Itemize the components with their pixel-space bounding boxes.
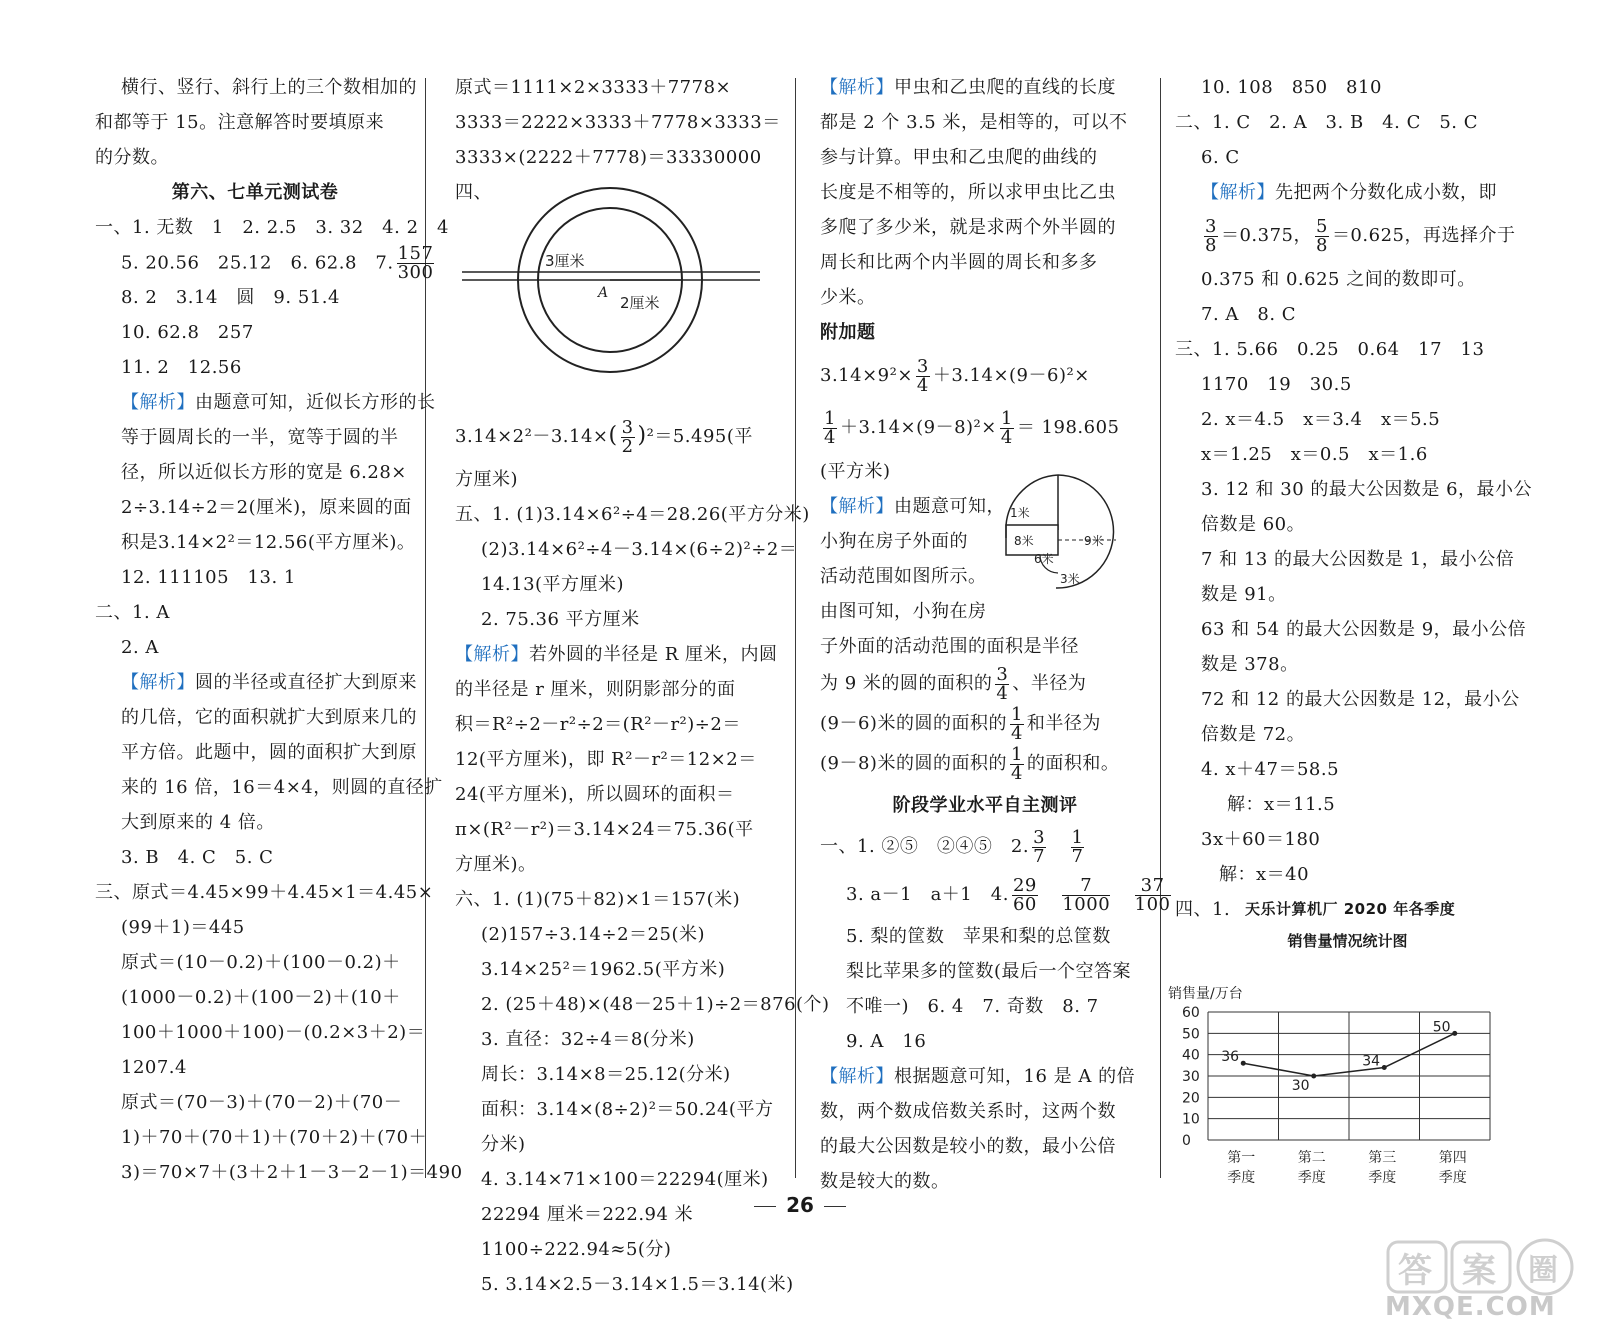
answer-column-3 [820,70,1171,1199]
text-line: 周长：3.14×8＝25.12(分米) [481,1064,731,1085]
text-line: 63 和 54 的最大公因数是 9，最小公倍 [1201,619,1527,640]
text-line: 参与计算。甲虫和乙虫爬的曲线的 [820,147,1098,168]
text-line: 72 和 12 的最大公因数是 12，最小公 [1201,689,1520,710]
data-label: 36 [1221,1049,1240,1066]
text-line: 的分数。 [95,147,169,168]
dog-label-9: 9米 [1084,534,1104,548]
text-line: 【解析】由题意可知， [820,496,1005,517]
data-point [1452,1031,1457,1036]
fraction: $\frac{3}{4}$ [916,355,929,396]
text-line: 1207.4 [121,1057,187,1078]
text-line: 等于圆周长的一半，宽等于圆的半 [121,427,399,448]
text-line: 2. x＝4.5 x＝3.4 x＝5.5 [1201,409,1441,430]
ring-center-label: A [598,285,609,301]
text-line: 4. x＋47＝58.5 [1201,759,1340,780]
ring-diagram [460,180,780,385]
text-line: 小狗在房子外面的 [820,531,968,552]
text-line: 二、1. A [95,602,170,623]
text-line: 不唯一) 6. 4 7. 奇数 8. 7 [846,996,1099,1017]
text-line: 【解析】由题意可知，近似长方形的长 [121,392,436,413]
text-line: (2)157÷3.14÷2＝25(米) [481,924,705,945]
text-line: 一、1. 无数 1 2. 2.5 3. 32 4. 2 4 [95,217,449,238]
text-line: 3.14×2²－3.14×( $\frac{3}{2}$ )²＝5.495(平 [455,416,753,457]
text-line: 【解析】先把两个分数化成小数，即 [1201,182,1497,203]
text-line: 22294 厘米＝222.94 米 [481,1204,694,1225]
text-line: 大到原来的 4 倍。 [121,812,275,833]
text-line: 10. 62.8 257 [121,322,254,343]
text-line: 2÷3.14÷2＝2(厘米)，原来圆的面 [121,497,412,518]
text-line: 24(平方厘米)，所以圆环的面积＝ [455,784,735,805]
fraction: $\frac{37}{100}$ [1134,874,1171,915]
fraction: $\frac{1}{4}$ [1000,407,1013,448]
section-heading: 附加题 [820,322,876,343]
dog-label-3: 3米 [1060,572,1080,586]
text-line: 都是 2 个 3.5 米，是相等的，可以不 [820,112,1128,133]
text-line: 梨比苹果多的筐数(最后一个空答案 [846,961,1132,982]
text-line: 少米。 [820,287,876,308]
text-line: 3. 直径：32÷4＝8(分米) [481,1029,695,1050]
data-label: 30 [1291,1078,1310,1094]
text-line: (平方米) [820,461,891,482]
text-line: 【解析】甲虫和乙虫爬的直线的长度 [820,77,1116,98]
fraction: $\frac{29}{60}$ [1012,874,1037,915]
x-tick-label: 第二 [1297,1150,1326,1166]
text-line: 周长和比两个内半圆的周长和多多 [820,252,1098,273]
text-line: 为 9 米的圆的面积的 $\frac{3}{4}$ 、半径为 [820,663,1087,704]
watermark-site: MXQE.COM [1385,1292,1556,1322]
text-line: 多爬了多少米，就是求两个外半圆的 [820,217,1116,238]
text-line: 二、1. C 2. A 3. B 4. C 5. C [1175,112,1479,133]
text-line: 横行、竖行、斜行上的三个数相加的 [121,77,417,98]
x-tick-label: 季度 [1368,1170,1397,1186]
dog-range-diagram [998,470,1123,595]
text-line: 【解析】圆的半径或直径扩大到原来 [121,672,417,693]
text-line: 积是3.14×2²＝12.56(平方厘米)。 [121,532,416,553]
page-number: 26 [0,1193,1600,1217]
text-line: 倍数是 72。 [1201,724,1306,745]
svg-text:答: 答 [1398,1251,1432,1291]
text-line: (1000－0.2)＋(100－2)＋(10＋ [121,987,401,1008]
text-line: 3x＋60＝180 [1201,829,1321,850]
text-line: 6. C [1201,147,1240,168]
text-line: 来的 16 倍，16＝4×4，则圆的直径扩 [121,777,443,798]
text-line: 方厘米)。 [455,854,537,875]
answer-column-1 [95,70,463,1190]
fraction: $\frac{5}{8}$ [1315,215,1328,256]
text-line: 5. 梨的筐数 苹果和梨的总筐数 [846,926,1111,947]
text-line: 六、1. (1)(75＋82)×1＝157(米) [455,889,741,910]
text-line: 3333×(2222＋7778)＝33330000 [455,147,762,168]
y-tick-label: 30 [1182,1069,1200,1085]
text-line: 100＋1000＋100)－(0.2×3＋2)＝ [121,1022,426,1043]
fraction: $\frac{3}{7}$ [1033,826,1046,867]
text-line: 12(平方厘米)，即 R²－r²＝12×2＝ [455,749,757,770]
text-line: 3. a－1 a＋1 4. $\frac{29}{60}$ $\frac{7}{1000}$ $\frac{37}{100}$ [846,874,1171,915]
text-line: 2. (25＋48)×(48－25＋1)÷2＝876(个) [481,994,830,1015]
x-tick-label: 季度 [1297,1170,1326,1186]
text-line: 9. A 16 [846,1031,927,1052]
text-line: 12. 111105 13. 1 [121,567,296,588]
text-line: 3. B 4. C 5. C [121,847,274,868]
fraction: $\frac{1}{4}$ [1010,743,1023,784]
y-axis-label: 销售量/万台 [1168,986,1243,1002]
text-line: 的几倍，它的面积就扩大到原来几的 [121,707,417,728]
text-line: 平方倍。此题中，圆的面积扩大到原 [121,742,417,763]
text-line: 一、1. ②⑤ ②④⑤ 2. $\frac{3}{7}$ $\frac{1}{7}$ [820,826,1084,867]
chart-title: 天乐计算机厂 2020 年各季度 [1245,900,1456,918]
text-line: 数是 91。 [1201,584,1287,605]
text-line: 四、1. 天乐计算机厂 2020 年各季度 [1175,892,1500,927]
text-line: 积＝R²÷2－r²÷2＝(R²－r²)÷2＝ [455,714,741,735]
answer-column-4 [1175,70,1533,955]
text-line: 7 和 13 的最大公因数是 1，最小公倍 [1201,549,1515,570]
text-line: 3.14×9²× $\frac{3}{4}$ ＋3.14×(9－6)²× [820,355,1090,396]
text-line: 1)＋70＋(70＋1)＋(70＋2)＋(70＋ [121,1127,428,1148]
x-tick-label: 第三 [1368,1150,1397,1166]
text-line: 数是 378。 [1201,654,1299,675]
text-line: 和都等于 15。注意解答时要填原来 [95,112,385,133]
text-line: 倍数是 60。 [1201,514,1306,535]
sales-line-chart [1160,982,1500,1192]
text-line: 面积：3.14×(8÷2)²＝50.24(平方 [481,1099,774,1120]
text-line: 三、1. 5.66 0.25 0.64 17 13 [1175,339,1485,360]
text-line: 11. 2 12.56 [121,357,242,378]
fraction: $\frac{3}{2}$ [621,416,634,457]
text-line: 数是较大的数。 [820,1171,950,1192]
fraction: $\frac{3}{4}$ [996,663,1009,704]
fraction: $\frac{1}{4}$ [1010,703,1023,744]
text-line: 0.375 和 0.625 之间的数即可。 [1201,269,1476,290]
y-tick-label: 20 [1182,1090,1200,1107]
text-line: 数，两个数成倍数关系时，这两个数 [820,1101,1116,1122]
text-line: 2. 75.36 平方厘米 [481,609,640,630]
text-line: (2)3.14×6²÷4－3.14×(6÷2)²÷2＝ [481,539,798,560]
text-line: 10. 108 850 810 [1201,77,1382,98]
data-label: 50 [1432,1019,1451,1036]
text-line: 解：x＝11.5 [1227,794,1336,815]
text-line: 1100÷222.94≈5(分) [481,1239,672,1260]
text-line: 径，所以近似长方形的宽是 6.28× [121,462,407,483]
text-line: 原式＝(70－3)＋(70－2)＋(70－ [121,1092,403,1113]
y-tick-label: 40 [1182,1047,1200,1064]
text-line: (9－8)米的圆的面积的 $\frac{1}{4}$ 的面积和。 [820,743,1120,784]
fraction: $\frac{1}{7}$ [1071,826,1084,867]
data-label: 34 [1362,1053,1381,1070]
ring-label-inner: 2厘米 [620,294,660,312]
text-line: 活动范围如图所示。 [820,566,987,587]
text-line: 4. 3.14×71×100＝22294(厘米) [481,1169,769,1190]
data-point [1241,1061,1246,1066]
text-line: $\frac{3}{8}$ ＝0.375， $\frac{5}{8}$ ＝0.625，再选择介于 [1205,215,1516,256]
text-line: 1170 19 30.5 [1201,374,1352,395]
text-line: (99＋1)＝445 [121,917,245,938]
text-line: 5. 20.56 25.12 6. 62.8 7. $\frac{157}{300}$ [121,243,434,283]
text-line: 7. A 8. C [1201,304,1297,325]
text-line: 5. 3.14×2.5－3.14×1.5＝3.14(米) [481,1274,794,1295]
text-line: 由图可知，小狗在房 [820,601,987,622]
text-line: 8. 2 3.14 圆 9. 51.4 [121,287,340,308]
svg-text:案: 案 [1462,1251,1496,1291]
x-tick-label: 季度 [1227,1170,1256,1186]
fraction: $\frac{1}{4}$ [824,407,836,448]
text-line: 3333＝2222×3333＋7778×3333＝ [455,112,781,133]
dog-label-6: 6米 [1034,552,1054,566]
fraction: $\frac{157}{300}$ [397,243,434,283]
ring-label-outer: 3厘米 [545,252,585,270]
text-line: $\frac{1}{4}$ ＋3.14×(9－8)²× $\frac{1}{4}$ ＝ 198.605 [824,407,1120,448]
data-point [1382,1065,1387,1070]
text-line: 的半径是 r 厘米，则阴影部分的面 [455,679,736,700]
text-line: 三、原式＝4.45×99＋4.45×1＝4.45× [95,882,434,903]
text-line: 分米) [481,1134,526,1155]
text-line: 子外面的活动范围的面积是半径 [820,636,1079,657]
text-line: x＝1.25 x＝0.5 x＝1.6 [1201,444,1428,465]
text-line: 2. A [121,637,159,658]
fraction: $\frac{3}{8}$ [1205,215,1217,256]
y-tick-label: 50 [1182,1026,1200,1043]
fraction: $\frac{7}{1000}$ [1062,874,1111,915]
text-line: 四、 [455,182,492,203]
svg-text:圈: 圈 [1528,1253,1558,1288]
section-heading: 阶段学业水平自主测评 [892,795,1078,816]
text-line: 解：x＝40 [1219,864,1310,885]
y-tick-label: 10 [1182,1111,1200,1128]
text-line: 原式＝(10－0.2)＋(100－0.2)＋ [121,952,401,973]
y-tick-label: 60 [1182,1005,1200,1021]
text-line: 五、1. (1)3.14×6²÷4＝28.26(平方分米) [455,504,810,525]
dog-label-8: 8米 [1014,534,1034,548]
x-tick-label: 季度 [1438,1170,1467,1186]
text-line: 3)＝70×7＋(3＋2＋1－3－2－1)＝490 [121,1162,463,1183]
text-line: (9－6)米的圆的面积的 $\frac{1}{4}$ 和半径为 [820,703,1101,744]
text-line: 【解析】根据题意可知，16 是 A 的倍 [820,1066,1136,1087]
text-line: 方厘米) [455,469,519,490]
text-line: 【解析】若外圆的半径是 R 厘米，内圆 [455,644,778,665]
text-line: 14.13(平方厘米) [481,574,625,595]
text-line: 长度是不相等的，所以求甲虫比乙虫 [820,182,1116,203]
dog-label-1: 1米 [1010,506,1030,520]
x-tick-label: 第四 [1438,1150,1467,1166]
x-tick-label: 第一 [1227,1150,1256,1166]
text-line: 的最大公因数是较小的数，最小公倍 [820,1136,1116,1157]
chart-subtitle: 销售量情况统计图 [1287,932,1408,950]
y-tick-label: 0 [1182,1133,1191,1149]
text-line: π×(R²－r²)＝3.14×24＝75.36(平 [455,819,754,840]
text-line: 3. 12 和 30 的最大公因数是 6，最小公 [1201,479,1533,500]
text-line: 原式＝1111×2×3333＋7778× [455,77,732,98]
data-point [1311,1074,1316,1079]
section-heading: 第六、七单元测试卷 [171,182,339,203]
text-line: 3.14×25²＝1962.5(平方米) [481,959,726,980]
